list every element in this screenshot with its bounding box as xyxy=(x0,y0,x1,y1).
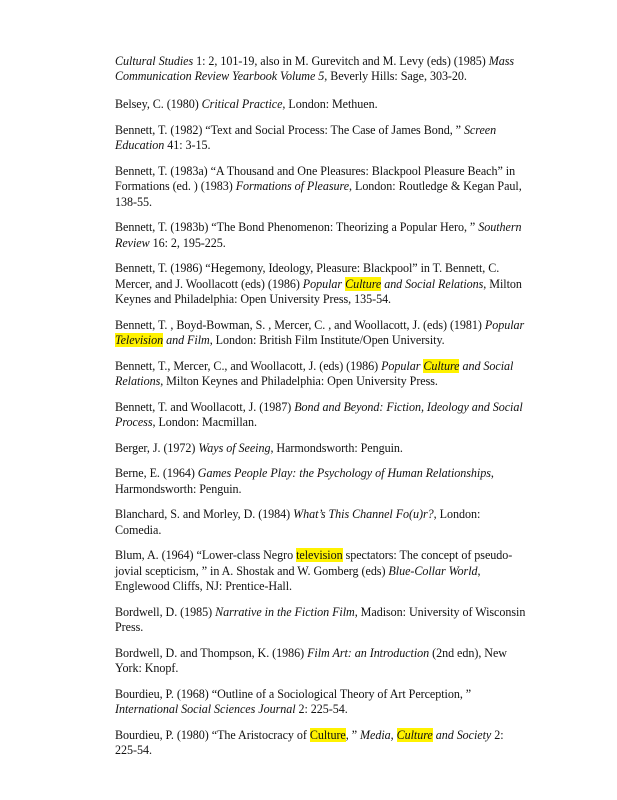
reference-text: , London: British Film Institute/Open University. xyxy=(209,332,445,347)
italic-title: Formations of Pleasure xyxy=(235,179,350,194)
italic-title: What’s This Channel Fo(u)r? xyxy=(293,507,434,522)
highlighted-term: television xyxy=(296,548,343,563)
italic-title: Popular xyxy=(484,317,525,332)
reference-text: , London: Macmillan. xyxy=(152,414,257,429)
reference-entry-bennett-1983b xyxy=(115,220,527,250)
italic-title: Narrative in the Fiction Film xyxy=(215,604,355,619)
reference-text: Bennett, T. (1983a) “A Thousand and One Pleasures: Blackpool Pleasure Beach” in Formations (ed. ) (1983) xyxy=(115,164,516,194)
reference-entry-bordwell-1985 xyxy=(115,605,527,635)
reference-text: spectators: The concept of pseudo-jovial scepticism, ” in A. Shostak and W. Gomberg (eds) xyxy=(115,548,513,578)
reference-text: , London: Routledge & Kegan Paul, 138-55. xyxy=(115,179,522,209)
reference-text: , Beverly Hills: Sage, 303-20. xyxy=(324,69,467,84)
reference-entry-blanchard xyxy=(115,507,527,537)
highlighted-term: Culture xyxy=(345,276,382,291)
reference-entry-bennett-1983a xyxy=(115,164,527,210)
italic-title: and Film xyxy=(163,332,210,347)
reference-text: Berne, E. (1964) xyxy=(115,466,198,481)
italic-title: Cultural Studies xyxy=(115,54,194,68)
reference-text: Bordwell, D. (1985) xyxy=(115,604,216,619)
italic-title: Media, xyxy=(360,727,397,742)
highlighted-term: Culture xyxy=(423,358,460,373)
italic-title: Film Art: an Introduction xyxy=(307,645,430,660)
highlighted-term: Culture xyxy=(396,727,433,742)
italic-title: Southern Review xyxy=(115,220,522,250)
reference-entry-bennett-1987 xyxy=(115,400,527,430)
reference-text: Bennett, T., Mercer, C., and Woollacott, J. (eds) (1986) xyxy=(115,358,382,373)
reference-entry-bourdieu-1980 xyxy=(115,728,527,758)
reference-text: Bennett, T. and Woollacott, J. (1987) xyxy=(115,399,295,414)
reference-entry-bennett-1982 xyxy=(115,123,527,153)
italic-title: International Social Sciences Journal xyxy=(115,701,296,716)
italic-title: Popular xyxy=(381,358,424,373)
italic-title: Screen Education xyxy=(115,123,497,153)
reference-entry-bourdieu-1968 xyxy=(115,687,527,717)
reference-text: 41: 3-15. xyxy=(164,138,211,153)
reference-entry-belsey xyxy=(115,97,527,112)
reference-entry-bordwell-1986 xyxy=(115,646,527,676)
reference-text: 16: 2, 195-225. xyxy=(149,235,226,250)
highlighted-term: Culture xyxy=(309,727,346,742)
reference-text: Berger, J. (1972) xyxy=(115,440,199,455)
highlighted-term: Television xyxy=(115,332,164,347)
italic-title: Mass Communication Review Yearbook Volume 5 xyxy=(115,54,515,84)
reference-text: , Englewood Cliffs, NJ: Prentice-Hall. xyxy=(115,563,481,593)
reference-entry-bennett-1986 xyxy=(115,261,527,307)
italic-title: Bond and Beyond: Fiction, Ideology and Social Process xyxy=(115,399,523,429)
reference-text: Bennett, T. (1983b) “The Bond Phenomenon: Theorizing a Popular Hero, ” xyxy=(115,220,479,235)
italic-title: Popular xyxy=(302,276,346,291)
reference-text: Bourdieu, P. (1980) “The Aristocracy of xyxy=(115,727,310,742)
reference-text: Bennett, T. (1982) “Text and Social Process: The Case of James Bond, ” xyxy=(115,123,464,138)
reference-text: Belsey, C. (1980) xyxy=(115,97,202,112)
reference-text: , London: Methuen. xyxy=(282,97,378,112)
reference-text: Bennett, T. , Boyd-Bowman, S. , Mercer, C. , and Woollacott, J. (eds) (1981) xyxy=(115,317,485,332)
italic-title: Games People Play: the Psychology of Human Relationships xyxy=(197,466,491,481)
reference-text: , Madison: University of Wisconsin Press. xyxy=(115,604,526,634)
reference-text: Blanchard, S. and Morley, D. (1984) xyxy=(115,507,294,522)
reference-text: 1: 2, 101-19, also in M. Gurevitch and M. Levy (eds) (1985) xyxy=(193,54,489,68)
reference-text: , ” xyxy=(345,727,360,742)
italic-title: and Social Relations xyxy=(381,276,484,291)
reference-text: Blum, A. (1964) “Lower-class Negro xyxy=(115,548,297,563)
reference-list xyxy=(115,54,527,769)
reference-text: , Milton Keynes and Philadelphia: Open University Press. xyxy=(160,373,438,388)
reference-text: Bordwell, D. and Thompson, K. (1986) xyxy=(115,645,308,660)
italic-title: and Social Relations xyxy=(115,358,514,388)
italic-title: Blue-Collar World xyxy=(388,563,478,578)
reference-text: , Harmondsworth: Penguin. xyxy=(270,440,403,455)
reference-text: Bourdieu, P. (1968) “Outline of a Sociological Theory of Art Perception, ” xyxy=(115,686,472,701)
reference-entry-berger xyxy=(115,441,527,456)
reference-text: (2nd edn), New York: Knopf. xyxy=(115,645,507,675)
reference-entry-bennett-mercer-1986 xyxy=(115,359,527,389)
reference-text: , London: Comedia. xyxy=(115,507,481,537)
reference-text: , Milton Keynes and Philadelphia: Open University Press, 135-54. xyxy=(115,276,522,306)
reference-entry-berne xyxy=(115,466,527,496)
italic-title: Critical Practice xyxy=(201,97,283,112)
italic-title: Ways of Seeing xyxy=(198,440,271,455)
reference-entry-blum xyxy=(115,548,527,594)
reference-text: 2: 225-54. xyxy=(115,727,504,757)
reference-text: , Harmondsworth: Penguin. xyxy=(115,466,494,496)
reference-text: Bennett, T. (1986) “Hegemony, Ideology, Pleasure: Blackpool” in T. Bennett, C. Mercer, and J. Woollacott (eds) (1986) xyxy=(115,261,500,291)
reference-text: 2: 225-54. xyxy=(295,701,348,716)
reference-entry-bennett-1981 xyxy=(115,318,527,348)
reference-entry-cs xyxy=(115,54,527,84)
italic-title: and Society xyxy=(432,727,492,742)
